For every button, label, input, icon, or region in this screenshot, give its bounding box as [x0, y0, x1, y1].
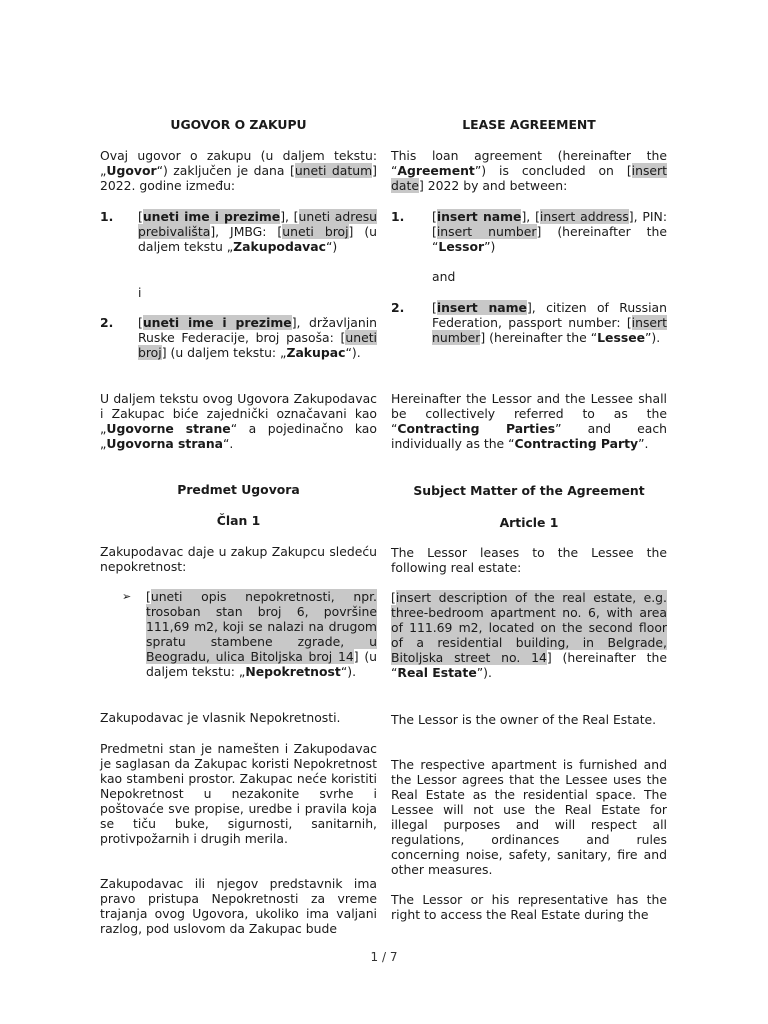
serbian-access-clause: Zakupodavac ili njegov predstavnik ima pravo pristupa Nepokretnosti za vreme trajanja ovog Ugovora, ukoliko ima valjani razlog, pod uslovom da Zakupac bude: [100, 876, 377, 936]
party-text: [uneti ime i prezime], državljanin Ruske Federacije, broj pasoša: [uneti broj] (u daljem tekstu: „Zakupac“).: [138, 315, 378, 360]
english-subject-heading: Subject Matter of the Agreement: [413, 483, 645, 498]
english-access-clause: The Lessor or his representative has the right to access the Real Estate during the: [391, 892, 667, 922]
serbian-article-heading: Član 1: [216, 513, 261, 528]
english-intro: This loan agreement (hereinafter the “Agreement”) is concluded on [insert date] 2022 by and between:: [391, 148, 667, 193]
english-article-heading: Article 1: [499, 515, 559, 530]
arrow-bullet-icon: ➢: [122, 590, 132, 603]
serbian-collective-definition: U daljem tekstu ovog Ugovora Zakupodavac i Zakupac biće zajednički označavani kao „Ugovorne strane“ a pojedinačno kao „Ugovorna strana“.: [100, 391, 377, 451]
serbian-subject-heading: Predmet Ugovora: [177, 482, 300, 497]
english-property-item: [insert description of the real estate, e.g. three-bedroom apartment no. 6, with area of 111.69 m2, located on the second floor of a residential building, in Belgrade, Bitoljska street no. 14] (hereinafter the “Real Estate”).: [391, 590, 667, 680]
serbian-furnished-clause: Predmetni stan je namešten i Zakupodavac je saglasan da Zakupac koristi Nepokretnost kao stambeni prostor. Zakupac neće koristiti Nepokretnost u nezakonite svrhe i poštovaće sve propise, uredbe i pravila koja se tiču buke, sigurnosti, sanitarnih, protivpožarnih i drugih merila.: [100, 741, 377, 846]
party-text: [insert name], [insert address], PIN: [insert number] (hereinafter the “Lessor”): [432, 209, 667, 254]
page-number: 1 / 7: [370, 950, 398, 964]
english-furnished-clause: The respective apartment is furnished and the Lessor agrees that the Lessee uses the Real Estate as the residential space. The Lessee will not use the Real Estate for illegal purposes and will respect all regulations, ordinances and rules concerning noise, safety, sanitary, fire and other measures.: [391, 757, 667, 877]
party-text: [insert name], citizen of Russian Federation, passport number: [insert number] (hereinafter the “Lessee”).: [432, 300, 667, 345]
serbian-lease-clause: Zakupodavac daje u zakup Zakupcu sledeću nepokretnost:: [100, 544, 377, 574]
english-collective-definition: Hereinafter the Lessor and the Lessee shall be collectively referred to as the “Contracting Parties” and each individually as the “Contracting Party”.: [391, 391, 667, 451]
party-number: 1.: [100, 209, 114, 224]
english-conjunction: and: [432, 269, 456, 284]
serbian-owner-clause: Zakupodavac je vlasnik Nepokretnosti.: [100, 710, 341, 725]
party-number: 2.: [100, 315, 114, 330]
serbian-title: UGOVOR O ZAKUPU: [170, 117, 307, 132]
property-text: [uneti opis nepokretnosti, npr. trosoban stan broj 6, površine 111,69 m2, koji se nalazi na drugom spratu stambene zgrade, u Beogradu, ulica Bitoljska broj 14] (u daljem tekstu: „Nepokretnost“).: [146, 589, 378, 679]
serbian-conjunction: i: [138, 285, 142, 300]
party-text: [uneti ime i prezime], [uneti adresu prebivališta], JMBG: [uneti broj] (u daljem tekstu „Zakupodavac“): [138, 209, 378, 254]
party-number: 1.: [391, 209, 405, 224]
serbian-intro: Ovaj ugovor o zakupu (u daljem tekstu: „Ugovor“) zaključen je dana [uneti datum] 2022. godine između:: [100, 148, 377, 193]
english-owner-clause: The Lessor is the owner of the Real Estate.: [391, 712, 657, 727]
party-number: 2.: [391, 300, 405, 315]
english-title: LEASE AGREEMENT: [462, 117, 596, 132]
english-lease-clause: The Lessor leases to the Lessee the following real estate:: [391, 545, 667, 575]
